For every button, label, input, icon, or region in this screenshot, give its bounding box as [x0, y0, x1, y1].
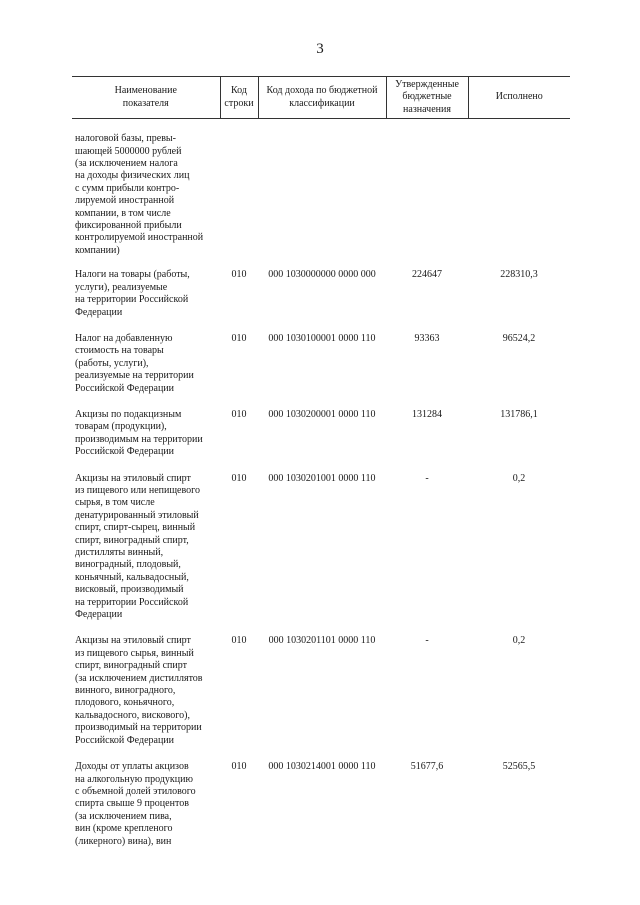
- table-header-row: [72, 77, 570, 119]
- table-row: [72, 409, 570, 473]
- row-approved: 224647: [412, 269, 442, 281]
- row-income-code: 000 1030200001 0000 110: [268, 408, 376, 420]
- header-name: [72, 77, 220, 119]
- header-income-code: [258, 77, 386, 119]
- row-name: Доходы от уплаты акцизов на алкогольную продукцию с объемной долей этилового спирта свыше 9 процентов (за исключением пива, вин (кроме крепленого (ликерного) вина), вин: [75, 761, 196, 847]
- row-code: 010: [231, 761, 247, 773]
- continuation-name: налоговой базы, превы- шающей 5000000 рублей (за исключением налога на доходы физических лиц с сумм прибыли контро- лируемой иностранной компании, в том числе фиксированной прибыли контролируемой иностранной компании): [75, 133, 204, 256]
- row-income-code: 000 1030201001 0000 110: [268, 472, 376, 484]
- row-code: 010: [231, 332, 247, 344]
- row-executed: 131786,1: [500, 408, 538, 420]
- table-row: [72, 269, 570, 333]
- row-approved: 93363: [414, 332, 440, 344]
- row-approved: 51677,6: [410, 761, 444, 773]
- header-row-code: [220, 77, 258, 119]
- row-name: Акцизы на этиловый спирт из пищевого сырья, винный спирт, виноградный спирт (за исключением дистиллятов винного, виноградного, плодового, коньячного, кальвадосного, вискового), производимый на территории Российской Федерации: [75, 635, 203, 746]
- row-income-code: 000 1030214001 0000 110: [268, 761, 376, 773]
- header-income-code-text: Код дохода по бюджетной классификации: [266, 85, 378, 109]
- budget-table: [72, 76, 570, 862]
- table-row: [72, 635, 570, 761]
- row-name: Налог на добавленную стоимость на товары (работы, услуги), реализуемые на территории Российской Федерации: [75, 332, 194, 394]
- header-executed-text: Исполнено: [495, 91, 543, 103]
- table-row: [72, 473, 570, 636]
- row-code: 010: [231, 472, 247, 484]
- row-approved: -: [425, 472, 429, 484]
- row-code: 010: [231, 408, 247, 420]
- row-executed: 0,2: [512, 635, 526, 647]
- row-income-code: 000 1030201101 0000 110: [268, 635, 376, 647]
- table-row: [72, 761, 570, 862]
- page-number: 3: [316, 41, 324, 57]
- row-name: Акцизы на этиловый спирт из пищевого или непищевого сырья, в том числе денатурированный этиловый спирт, спирт-сырец, винный спирт, виноградный спирт, дистилляты винный, виноградный, плодовый, коньячный, кальвадосный, висковый, производимый на территории Российской Федерации: [75, 472, 200, 621]
- row-executed: 96524,2: [502, 332, 536, 344]
- header-name-text: Наименование показателя: [114, 85, 177, 109]
- row-executed: 52565,5: [502, 761, 536, 773]
- row-income-code: 000 1030100001 0000 110: [268, 332, 376, 344]
- row-name: Акцизы по подакцизным товарам (продукции), производимым на территории Российской Федерации: [75, 408, 203, 458]
- header-approved: [386, 77, 468, 119]
- continuation-row: [72, 133, 570, 269]
- table-row: [72, 333, 570, 409]
- header-approved-text: Утвержденные бюджетные назначения: [395, 79, 459, 115]
- row-approved: -: [425, 635, 429, 647]
- row-executed: 228310,3: [500, 269, 538, 281]
- row-income-code: 000 1030000000 0000 000: [268, 269, 376, 281]
- row-approved: 131284: [412, 408, 442, 420]
- row-code: 010: [231, 635, 247, 647]
- row-code: 010: [231, 269, 247, 281]
- spacer-row: [72, 119, 570, 134]
- header-executed: [468, 77, 570, 119]
- header-row-code-text: Код строки: [224, 85, 254, 109]
- row-name: Налоги на товары (работы, услуги), реализуемые на территории Российской Федерации: [75, 269, 190, 318]
- row-executed: 0,2: [512, 472, 526, 484]
